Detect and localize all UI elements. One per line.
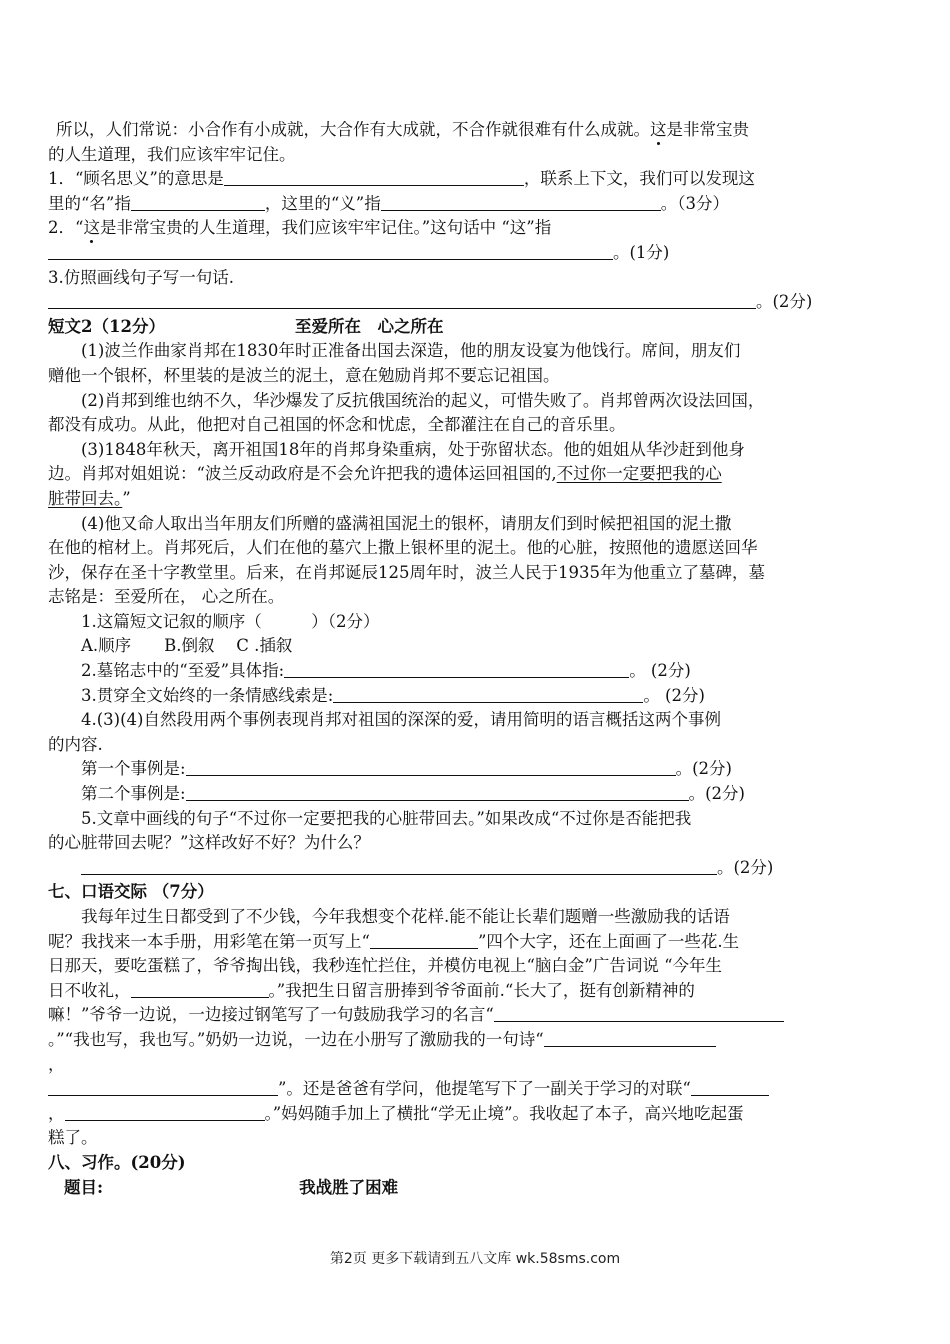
passage1-line-1: 所以，人们常说：小合作有小成就，大合作有大成就，不合作就很难有什么成就。这是非常宝贵: [56, 120, 749, 139]
passage2-header: 短文2（12分） 至爱所在 心之所在: [48, 316, 444, 336]
answer-blank[interactable]: [544, 1029, 716, 1047]
passage2-title: 至爱所在 心之所在: [294, 316, 444, 336]
passage2-paragraph-4: (4)他又命人取出当年朋友们所赠的盛满祖国泥土的银杯，请朋友们到时候把祖国的泥土撒: [81, 513, 732, 533]
passage2-question-3: 3.贯穿全文始终的一条情感线索是: 。 (2分): [81, 685, 705, 705]
passage2-question-2: 2.墓铭志中的“至爱”具体指: 。 (2分): [81, 661, 691, 681]
question-2: 2．“这是非常宝贵的人生道理，我们应该牢牢记住。”这句话中 “这”指: [48, 218, 552, 238]
answer-blank[interactable]: [186, 758, 676, 776]
passage2-question-1-options: A.顺序 B.倒叙 C .插叙: [81, 636, 293, 656]
essay-title: 我战胜了困难: [299, 1177, 399, 1197]
answer-blank[interactable]: [131, 980, 269, 998]
answer-blank[interactable]: [381, 193, 661, 211]
section-7-header: 七、口语交际 （7分）: [48, 882, 214, 902]
answer-blank[interactable]: [494, 1004, 784, 1022]
answer-blank[interactable]: [81, 857, 717, 875]
answer-blank[interactable]: [48, 291, 756, 309]
passage2-question-4-example-2: 第二个事例是: 。(2分): [81, 784, 745, 804]
passage2-question-4: 4.(3)(4)自然段用两个事例表现肖邦对祖国的深深的爱，请用简明的语言概括这两个事例: [81, 710, 721, 730]
question-2-answer: 。(1分): [48, 241, 838, 266]
page-footer: 第2页 更多下载请到五八文库 wk.58sms.com: [329, 1251, 621, 1267]
question-1-cont: 里的“名”指 ，这里的“义”指 。（3分）: [48, 193, 729, 213]
answer-blank[interactable]: [224, 168, 524, 186]
question-1: 1．“顾名思义”的意思是 ，联系上下文，我们可以发现这: [48, 169, 755, 189]
essay-title-row: 题目: 我战胜了困难: [64, 1177, 399, 1197]
passage2-paragraph-1: (1)波兰作曲家肖邦在1830年时正准备出国去深造，他的朋友设宴为他饯行。席间，朋友们: [81, 341, 741, 361]
answer-blank[interactable]: [186, 783, 689, 801]
answer-blank[interactable]: [370, 931, 478, 949]
answer-blank[interactable]: [691, 1078, 769, 1096]
answer-blank[interactable]: [48, 1078, 278, 1096]
question-3: 3.仿照画线句子写一句话.: [48, 267, 234, 287]
exam-page: 所以，人们常说：小合作有小成就，大合作有大成就，不合作就很难有什么成就。这是非常宝贵 的人生道理，我们应该牢牢记住。 1．“顾名思义”的意思是 ，联系上下文，我们可以发现这 里的“名”指 ，这里的“义”指 。（3分） 2．“这是非常宝贵的人生道理，我们应该牢牢记住。”这句话中 “这”指 。(1分) 3.仿照画线句子写一句话. 。(2分) 短文2（12分） 至爱所在 心之所在 (1)波兰作曲家肖邦在1830年时正准备出国去深造，他的朋友设宴为他饯行。席间，朋友们 赠他一个银杯，杯里装的是波兰的泥土，意在勉励肖邦不要忘记祖国。 (2)肖邦到维也纳不久，华沙爆发了反抗俄国统治的起义，可惜失败了。肖邦曾两次设法回国， 都没有成功。从此，他把对自己祖国的怀念和忧虑，全都灌注在自己的音乐里。 (3)1848年秋天，离开祖国18年的肖邦身染重病，处于弥留状态。他的姐姐从华沙赶到他身 边。肖邦对姐姐说：“波兰反动政府是不会允许把我的遗体运回祖国的,不过你一定要把我的心 脏带回去。” (4)他又命人取出当年朋友们所赠的盛满祖国泥土的银杯，请朋友们到时候把祖国的泥土撒 在他的棺材上。肖邦死后，人们在他的墓穴上撒上银杯里的泥土。他的心脏，按照他的遗愿送回华 沙，保存在圣十字教堂里。后来，在肖邦诞辰125周年时，波兰人民于1935年为他重立了墓碑，墓 志铭是：至爱所在， 心之所在。 1.这篇短文记叙的顺序（ ）（2分） A.顺序 B.倒叙 C .插叙 2.墓铭志中的“至爱”具体指: 。 (2分) 3.贯穿全文始终的一条情感线索是: 。 (2分) 4.(3)(4)自然段用两个事例表现肖邦对祖国的深深的爱，请用简明的语言概括这两个事例 的内容. 第一个事例是: 。(2分) 第二个事例是: 。(2分) 5.文章中画线的句子“不过你一定要把我的心脏带回去。”如果改成“不过你是否能把我 的心脏带回去呢？”这样改好不好？为什么？ 。(2分) 七、口语交际 （7分） 我每年过生日都受到了不少钱，今年我想变个花样.能不能让长辈们题赠一些激励我的话语 呢？我找来一本手册，用彩笔在第一页写上“ ”四个大字，还在上面画了一些花.生 日那天，要吃蛋糕了，爷爷掏出钱，我秒连忙拦住，并模仿电视上“脑白金”广告词说 “今年生 日不收礼， 。”我把生日留言册捧到爷爷面前.“长大了，挺有创新精神的 嘛！”爷爷一边说，一边接过钢笔写了一句鼓励我学习的名言“ 。”“我也写，我也写。”奶奶一边说，一边在小册写了激励我的一句诗“ ， ”。还是爸爸有学问，他提笔写下了一副关于学习的对联“ ， 。”妈妈随手加上了横批“学无止境”。我收起了本子，高兴地吃起蛋 糕了。 八、习作。(20分) 题目: 我战胜了困难: [48, 118, 838, 1200]
answer-blank[interactable]: [65, 1103, 265, 1121]
passage2-question-5-answer: 。(2分): [48, 856, 838, 881]
passage2-question-5: 5.文章中画线的句子“不过你一定要把我的心脏带回去。”如果改成“不过你是否能把我: [81, 808, 692, 828]
passage2-paragraph-3: (3)1848年秋天，离开祖国18年的肖邦身染重病，处于弥留状态。他的姐姐从华沙赶到他身: [81, 439, 745, 459]
answer-blank[interactable]: [333, 685, 643, 703]
answer-blank[interactable]: [284, 660, 629, 678]
passage2-paragraph-2: (2)肖邦到维也纳不久，华沙爆发了反抗俄国统治的起义，可惜失败了。肖邦曾两次设法回国，: [81, 390, 765, 410]
question-3-answer: 。(2分): [48, 290, 838, 315]
answer-blank[interactable]: [48, 242, 613, 260]
passage2-question-1: 1.这篇短文记叙的顺序（ ）（2分）: [81, 611, 380, 631]
answer-blank[interactable]: [131, 193, 265, 211]
underlined-sentence: 不过你一定要把我的心: [556, 464, 722, 484]
passage2-question-4-example-1: 第一个事例是: 。(2分): [81, 759, 732, 779]
section-8-header: 八、习作。(20分): [48, 1152, 186, 1172]
section-7-line-1: 我每年过生日都受到了不少钱，今年我想变个花样.能不能让长辈们题赠一些激励我的话语: [81, 907, 730, 926]
passage1-line-2: 的人生道理，我们应该牢牢记住。: [48, 144, 296, 164]
